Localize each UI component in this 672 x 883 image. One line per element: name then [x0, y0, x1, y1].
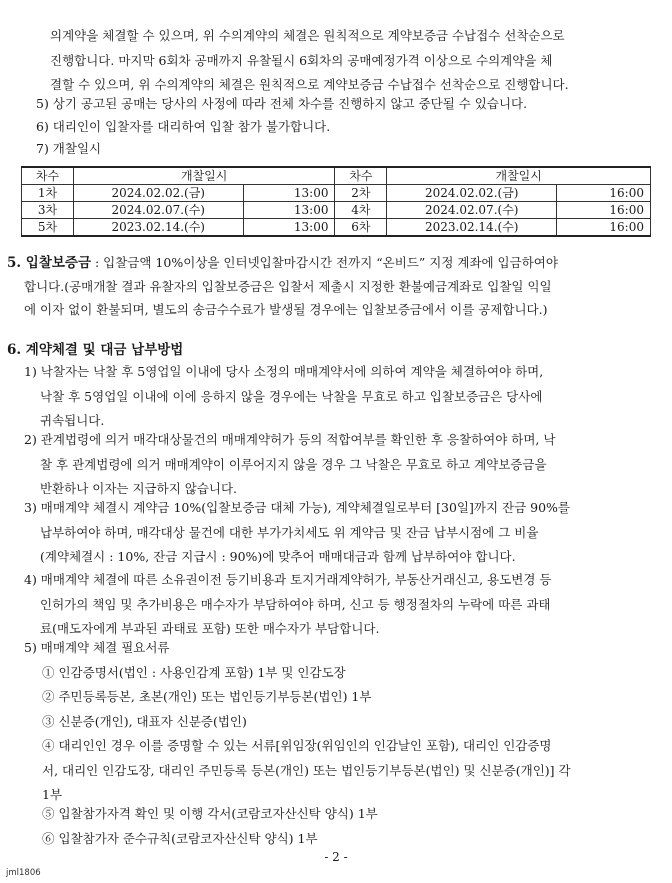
- section-5-line: [7, 255, 558, 271]
- table-header-row: [22, 167, 651, 185]
- text-line: 의계약을 체결할 수 있으며, 위 수의계약의 체결은 원칙적으로 계약보증금 수납접수 선착순으로: [50, 28, 565, 43]
- page-number: - 2 -: [324, 850, 348, 864]
- text-line: 5) 매매계약 체결 필요서류: [24, 640, 170, 656]
- text-line: ① 인감증명서(법인 : 사용인감계 포함) 1부 및 인감도장: [42, 664, 346, 680]
- text-line: 4) 매매계약 체결에 따른 소유권이전 등기비용과 토지거래계약허가, 부동산거래신고, 용도변경 등: [24, 572, 552, 588]
- round-cell: 2차: [335, 184, 387, 201]
- text-line: 인허가의 책임 및 추가비용은 매수자가 부담하여야 하며, 신고 등 행정절차의 누락에 따른 과태: [40, 596, 551, 612]
- time-cell: 13:00: [243, 201, 335, 218]
- text-line: (계약체결시 : 10%, 잔금 지급시 : 90%)에 맞추어 매매대금과 함께 납부하여야 합니다.: [40, 549, 516, 565]
- text-line: 납부하여야 하며, 매각대상 물건에 대한 부가가치세도 위 계약금 및 잔금 납부시점에 그 비율: [40, 524, 539, 540]
- text-line: 6) 대리인이 입찰자를 대리하여 입찰 참가 불가합니다.: [36, 118, 331, 134]
- text-line: 결할 수 있으며, 위 수의계약의 체결은 원칙적으로 계약보증금 수납접수 선착순으로 진행합니다.: [50, 77, 569, 93]
- date-cell: 2024.02.07.(수): [387, 201, 557, 218]
- header-cell: 차수: [22, 167, 74, 185]
- round-cell: 3차: [22, 201, 74, 218]
- header-cell: 개찰일시: [73, 167, 335, 185]
- text-line: ② 주민등록등본, 초본(개인) 또는 법인등기부등본(법인) 1부: [42, 689, 372, 705]
- text-line: 귀속됩니다.: [40, 413, 105, 429]
- time-cell: 13:00: [243, 218, 335, 236]
- header-cell: 개찰일시: [387, 167, 651, 185]
- text-line: 7) 개찰일시: [36, 141, 102, 157]
- text-line: ④ 대리인인 경우 이를 증명할 수 있는 서류[위임장(위임인의 인감날인 포함), 대리인 인감증명: [42, 738, 552, 754]
- header-cell: 차수: [335, 167, 387, 185]
- text-line: 반환하나 이자는 지급하지 않습니다.: [40, 481, 238, 497]
- text-line: 서, 대리인 인감도장, 대리인 주민등록 등본(개인) 또는 법인등기부등본(법인) 및 신분증(개인)] 각: [42, 762, 571, 778]
- table-row: [22, 218, 651, 236]
- time-cell: 16:00: [557, 201, 651, 218]
- round-cell: 5차: [22, 218, 74, 236]
- text-line: 합니다.(공매개찰 결과 유찰자의 입찰보증금은 입찰서 제출시 지정한 환불예금계좌로 입찰일 익일: [24, 279, 552, 295]
- text-line: 낙찰 후 5영업일 이내에 이에 응하지 않을 경우에는 낙찰을 무효로 하고 입찰보증금은 당사에: [40, 388, 543, 404]
- date-cell: 2024.02.02.(금): [73, 184, 243, 201]
- section-5-text: : 입찰금액 10%이상을 인터넷입찰마감시간 전까지 “온비드” 지정 계좌에 입금하여야: [91, 254, 558, 270]
- date-cell: 2024.02.07.(수): [73, 201, 243, 218]
- text-line: 1) 낙찰자는 낙찰 후 5영업일 이내에 당사 소정의 매매계약서에 의하여 계약을 체결하여야 하며,: [24, 364, 544, 380]
- text-line: 진행합니다. 마지막 6회차 공매까지 유찰될시 6회차의 공매예정가격 이상으로 수의계약을 체: [50, 52, 553, 68]
- round-cell: 6차: [335, 218, 387, 236]
- time-cell: 16:00: [557, 184, 651, 201]
- text-line: 2) 관계법령에 의거 매각대상물건의 매매계약허가 등의 적합여부를 확인한 후 응찰하여야 하며, 낙: [24, 432, 556, 448]
- table-row: [22, 201, 651, 218]
- table-row: [22, 184, 651, 201]
- date-cell: 2023.02.14.(수): [387, 218, 557, 236]
- date-cell: 2023.02.14.(수): [73, 218, 243, 236]
- section-5-title: 5. 입찰보증금: [7, 254, 91, 271]
- text-line: 에 이자 없이 환불되며, 별도의 송금수수료가 발생될 경우에는 입찰보증금에서 이를 공제합니다.): [24, 301, 548, 317]
- text-line: 1부: [42, 787, 63, 803]
- text-line: 5) 상기 공고된 공매는 당사의 사정에 따라 전체 차수를 진행하지 않고 중단될 수 있습니다.: [36, 96, 528, 111]
- round-cell: 4차: [335, 201, 387, 218]
- date-cell: 2024.02.02.(금): [387, 184, 557, 201]
- watermark-id: jml1806: [6, 868, 41, 878]
- text-line: 3) 매매계약 체결시 계약금 10%(입찰보증금 대체 가능), 계약체결일로부터 [30일]까지 잔금 90%를: [24, 500, 570, 516]
- text-line: ⑥ 입찰참가자 준수규칙(코람코자산신탁 양식) 1부: [42, 830, 318, 846]
- text-line: ③ 신분증(개인), 대표자 신분증(법인): [42, 713, 247, 729]
- round-cell: 1차: [22, 184, 74, 201]
- text-line: 료(매도자에게 부과된 과태료 포함) 또한 매수자가 부담합니다.: [40, 621, 380, 637]
- section-6-title: 6. 계약체결 및 대금 납부방법: [7, 341, 184, 358]
- time-cell: 16:00: [557, 218, 651, 236]
- text-line: ⑤ 입찰참가자격 확인 및 이행 각서(코람코자산신탁 양식) 1부: [42, 806, 378, 822]
- time-cell: 13:00: [243, 184, 335, 201]
- bid-opening-schedule-table: [21, 166, 651, 237]
- text-line: 찰 후 관계법령에 의거 매매계약이 이루어지지 않을 경우 그 낙찰은 무효로 하고 계약보증금을: [40, 456, 547, 472]
